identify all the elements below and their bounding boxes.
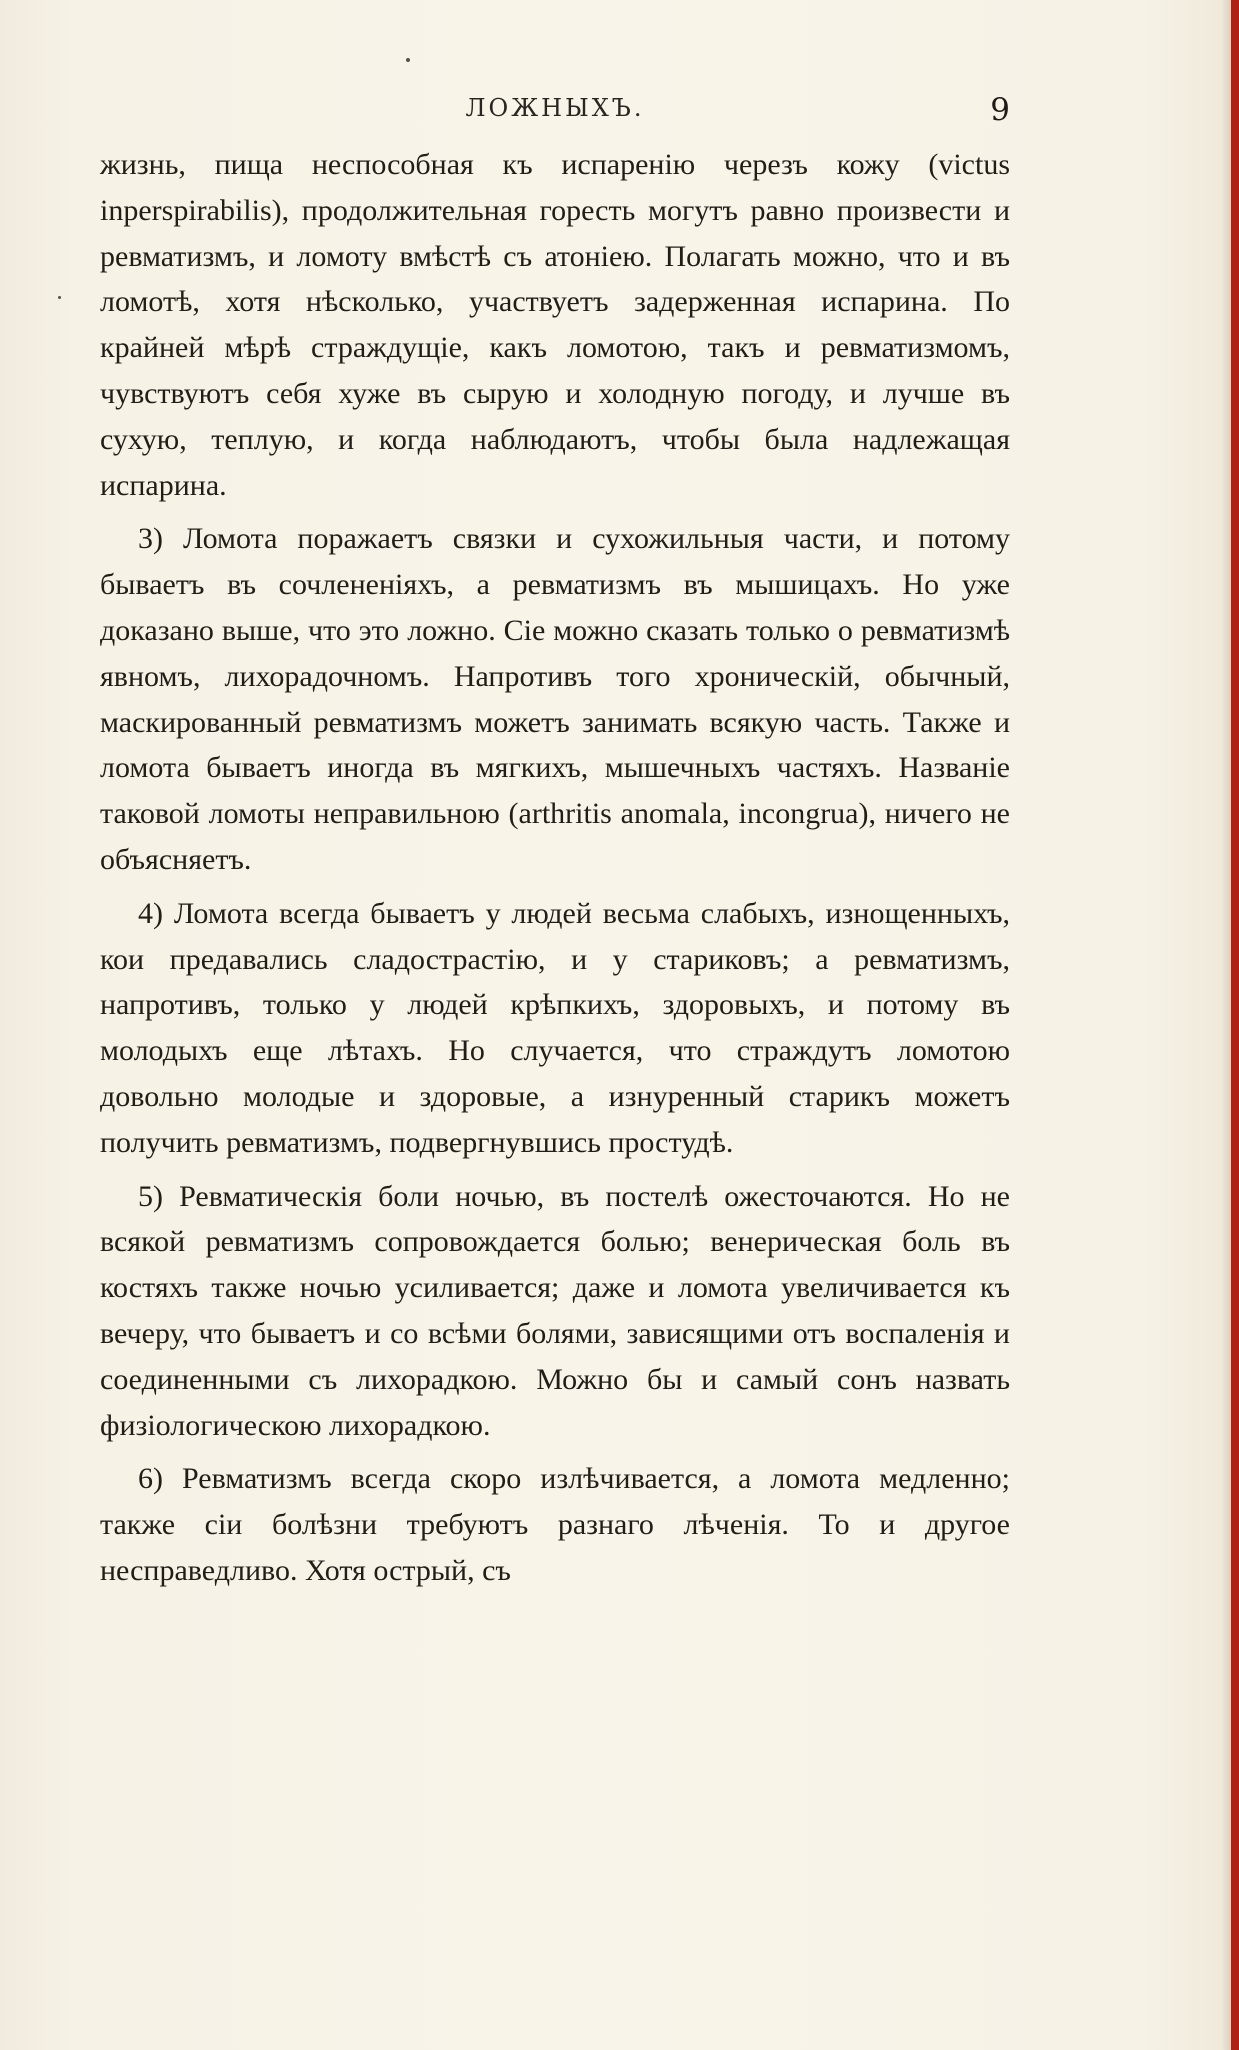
body-text <box>100 142 1010 1602</box>
paragraph-point-5: 5) Ревматическія боли ночью, въ постелѣ ожесточаются. Но не всякой ревматизмъ сопровождается болью; венерическая боль въ костяхъ также ночью усиливается; даже и ломота увеличивается къ вечеру, что бываетъ и со всѣми болями, зависящими отъ воспаленія и соединенными съ лихорадкою. Можно бы и самый сонъ назвать физіологическою лихорадкою. <box>100 1179 1010 1442</box>
page-number: 9 <box>990 92 1010 128</box>
running-head: ЛОЖНЫХЪ. <box>465 94 645 122</box>
paragraph-point-6: 6) Ревматизмъ всегда скоро излѣчивается, а ломота медленно; также сіи болѣзни требуютъ разнаго лѣченія. То и другое несправедливо. Хотя острый, съ <box>100 1462 1010 1587</box>
page-edge-shadow <box>1221 0 1231 2050</box>
page-header <box>96 92 1014 132</box>
paragraph-point-3: 3) Ломота поражаетъ связки и сухожильныя части, и потому бываетъ въ сочлененіяхъ, а ревматизмъ въ мышицахъ. Но уже доказано выше, что это ложно. Сіе можно сказать только о ревматизмѣ явномъ, лихорадочномъ. Напротивъ того хроническій, обычный, маскированный ревматизмъ можетъ занимать всякую часть. Также и ломота бываетъ иногда въ мягкихъ, мышечныхъ частяхъ. Названіе таковой ломоты неправильною (arthritis anomala, incongrua), ничего не объясняетъ. <box>100 522 1010 876</box>
paragraph-point-4: 4) Ломота всегда бываетъ у людей весьма слабыхъ, изнощенныхъ, кои предавались сладострастію, и у стариковъ; а ревматизмъ, напротивъ, только у людей крѣпкихъ, здоровыхъ, и потому въ молодыхъ еще лѣтахъ. Но случается, что страждутъ ломотою довольно молодые и здоровые, а изнуренный старикъ можетъ получить ревматизмъ, подвергнувшись простудѣ. <box>100 896 1010 1159</box>
page-edge-binding <box>1231 0 1239 2050</box>
paragraph-continuation: жизнь, пища неспособная къ испаренію черезъ кожу (victus inperspirabilis), продолжительная горесть могутъ равно произвести и ревматизмъ, и ломоту вмѣстѣ съ атоніею. Полагать можно, что и въ ломотѣ, хотя нѣсколько, участвуетъ задерженная испарина. По крайней мѣрѣ страждущіе, какъ ломотою, такъ и ревматизмомъ, чувствуютъ себя хуже въ сырую и холодную погоду, и лучше въ сухую, теплую, и когда наблюдаютъ, чтобы была надлежащая испарина. <box>100 148 1010 502</box>
paper-speck <box>406 58 410 62</box>
paper-speck <box>58 296 61 299</box>
